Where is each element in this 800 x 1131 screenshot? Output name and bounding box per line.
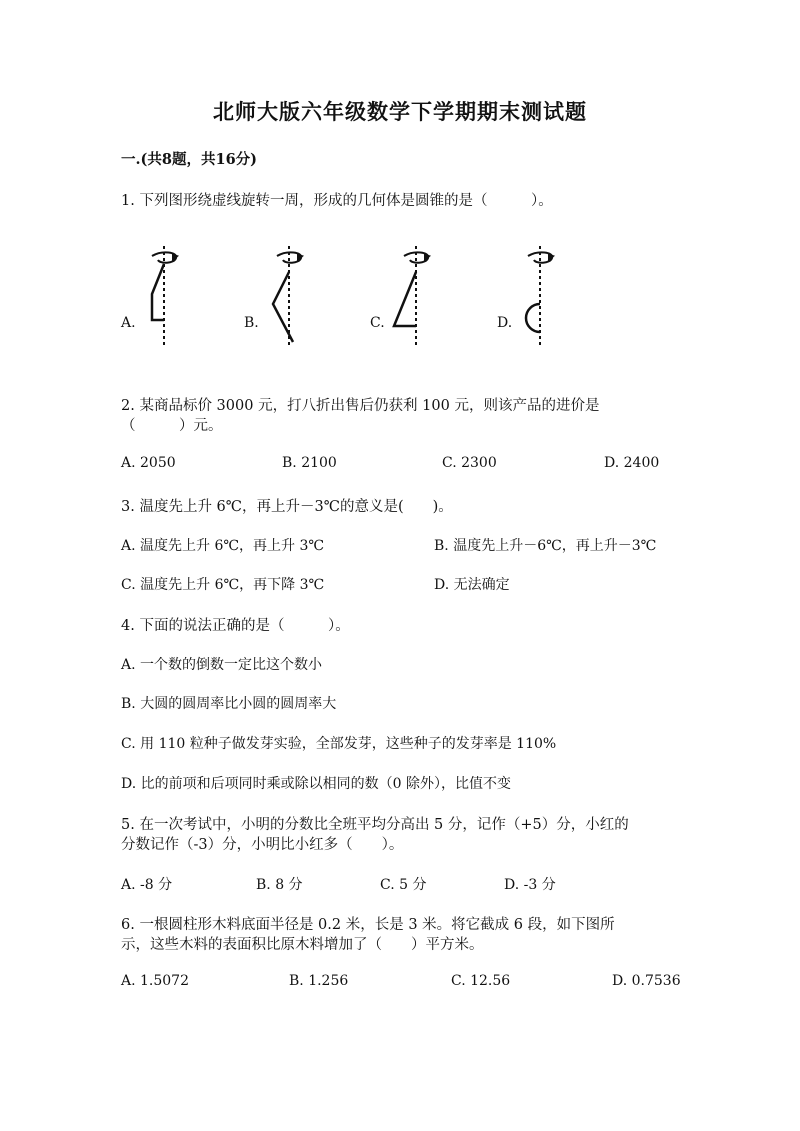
question-1-option-d[interactable]: D. (497, 315, 513, 331)
shape-d-icon (514, 246, 564, 348)
question-4-option-c[interactable]: C. 用 110 粒种子做发芽实验，全部发芽，这些种子的发芽率是 110% (121, 736, 557, 752)
page-title: 北师大版六年级数学下学期期末测试题 (213, 99, 587, 124)
question-4-option-b[interactable]: B. 大圆的圆周率比小圆的圆周率大 (121, 696, 337, 712)
question-6-stem-line-2: 示，这些木料的表面积比原木料增加了（ ）平方米。 (121, 937, 484, 953)
question-6-option-b[interactable]: B. 1.256 (289, 973, 349, 989)
shape-b-icon (263, 246, 313, 348)
question-5-option-b[interactable]: B. 8 分 (256, 877, 303, 893)
question-5-option-a[interactable]: A. -8 分 (121, 877, 173, 893)
question-6-stem-line-1: 6. 一根圆柱形木料底面半径是 0.2 米，长是 3 米。将它截成 6 段，如下图所 (121, 917, 615, 933)
question-3-option-c[interactable]: C. 温度先上升 6℃，再下降 3℃ (121, 577, 325, 593)
question-3-option-b[interactable]: B. 温度先上升－6℃，再上升－3℃ (434, 538, 657, 554)
question-5-option-d[interactable]: D. -3 分 (504, 877, 556, 893)
question-1-option-b[interactable]: B. (244, 315, 259, 331)
question-6-option-a[interactable]: A. 1.5072 (121, 973, 189, 989)
question-6-option-c[interactable]: C. 12.56 (451, 973, 511, 989)
question-4-stem: 4. 下面的说法正确的是（ ）。 (121, 618, 350, 634)
question-3-option-a[interactable]: A. 温度先上升 6℃，再上升 3℃ (121, 538, 325, 554)
question-1-option-a[interactable]: A. (121, 315, 136, 331)
section-heading: 一.(共8题，共16分) (121, 151, 258, 168)
question-2-option-c[interactable]: C. 2300 (442, 455, 497, 471)
question-1-stem: 1. 下列图形绕虚线旋转一周，形成的几何体是圆锥的是（ ）。 (121, 193, 553, 209)
question-4-option-d[interactable]: D. 比的前项和后项同时乘或除以相同的数（0 除外），比值不变 (121, 776, 511, 792)
question-5-stem-line-1: 5. 在一次考试中，小明的分数比全班平均分高出 5 分，记作（+5）分，小红的 (121, 817, 629, 833)
question-4-option-a[interactable]: A. 一个数的倒数一定比这个数小 (121, 657, 323, 673)
question-3-option-d[interactable]: D. 无法确定 (434, 577, 510, 593)
shape-c-icon (390, 246, 440, 348)
question-6-option-d[interactable]: D. 0.7536 (612, 973, 681, 989)
question-2-stem-line-1: 2. 某商品标价 3000 元，打八折出售后仍获利 100 元，则该产品的进价是 (121, 398, 600, 414)
question-2-option-b[interactable]: B. 2100 (282, 455, 337, 471)
question-3-stem: 3. 温度先上升 6℃，再上升－3℃的意义是( )。 (121, 499, 453, 515)
question-1-option-c[interactable]: C. (370, 315, 385, 331)
shape-a-icon (138, 246, 188, 348)
question-2-option-a[interactable]: A. 2050 (121, 455, 176, 471)
question-2-stem-line-2: （ ）元。 (121, 418, 223, 434)
question-5-stem-line-2: 分数记作（-3）分，小明比小红多（ ）。 (121, 837, 404, 853)
question-5-option-c[interactable]: C. 5 分 (380, 877, 427, 893)
question-2-option-d[interactable]: D. 2400 (604, 455, 660, 471)
